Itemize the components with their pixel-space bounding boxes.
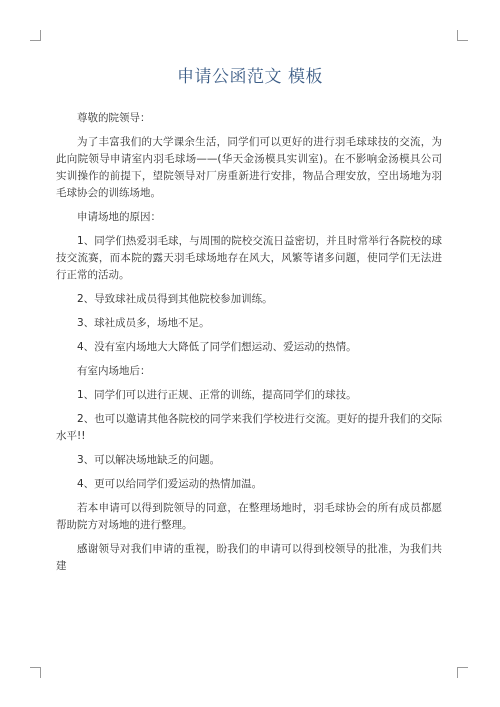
reasons-heading: 申请场地的原因： [77,211,161,223]
reason-item-4: 4、没有室内场地大大降低了同学们想运动、爱运动的热情。 [77,341,357,353]
benefits-heading: 有室内场地后： [77,365,151,377]
benefit-item-2: 2、也可以邀请其他各院校的同学来我们学校进行交流。更好的提升我们的交际水平!! [56,413,442,442]
crop-mark-bottom-left [30,667,41,678]
crop-mark-top-left [30,30,41,41]
document-body [56,110,442,582]
closing-paragraph: 感谢领导对我们申请的重视，盼我们的申请可以得到校领导的批准，为我们共建 [56,543,442,572]
crop-mark-bottom-right [457,667,468,678]
benefit-item-1: 1、同学们可以进行正规、正常的训练，提高同学们的球技。 [77,389,357,401]
crop-mark-top-right [457,30,468,41]
benefit-item-3: 3、可以解决场地缺乏的问题。 [77,454,221,466]
benefit-item-4: 4、更可以给同学们爱运动的热情加温。 [77,478,263,490]
reason-item-1: 1、同学们热爱羽毛球，与周围的院校交流日益密切，并且时常举行各院校的球技交流赛，而本院的露天羽毛球场地存在风大，风繁等诸多问题，使同学们无法进行正常的活动。 [56,235,442,281]
salutation: 尊敬的院领导： [77,112,151,124]
reason-item-2: 2、导致球社成员得到其他院校参加训练。 [77,293,273,305]
intro-paragraph: 为了丰富我们的大学课余生活，同学们可以更好的进行羽毛球球技的交流，为此向院领导申请室内羽毛球场——(华天金汤模具实训室)。在不影响金汤模具公司实训操作的前提下，望院领导对厂房重新进行安排，物品合理安放，空出场地为羽毛球协会的训练场地。 [56,136,442,199]
commitment-paragraph: 若本申请可以得到院领导的同意，在整理场地时，羽毛球协会的所有成员都愿帮助院方对场地的进行整理。 [56,502,442,531]
document-title: 申请公函范文 模板 [177,67,323,87]
reason-item-3: 3、球社成员多，场地不足。 [77,317,210,329]
